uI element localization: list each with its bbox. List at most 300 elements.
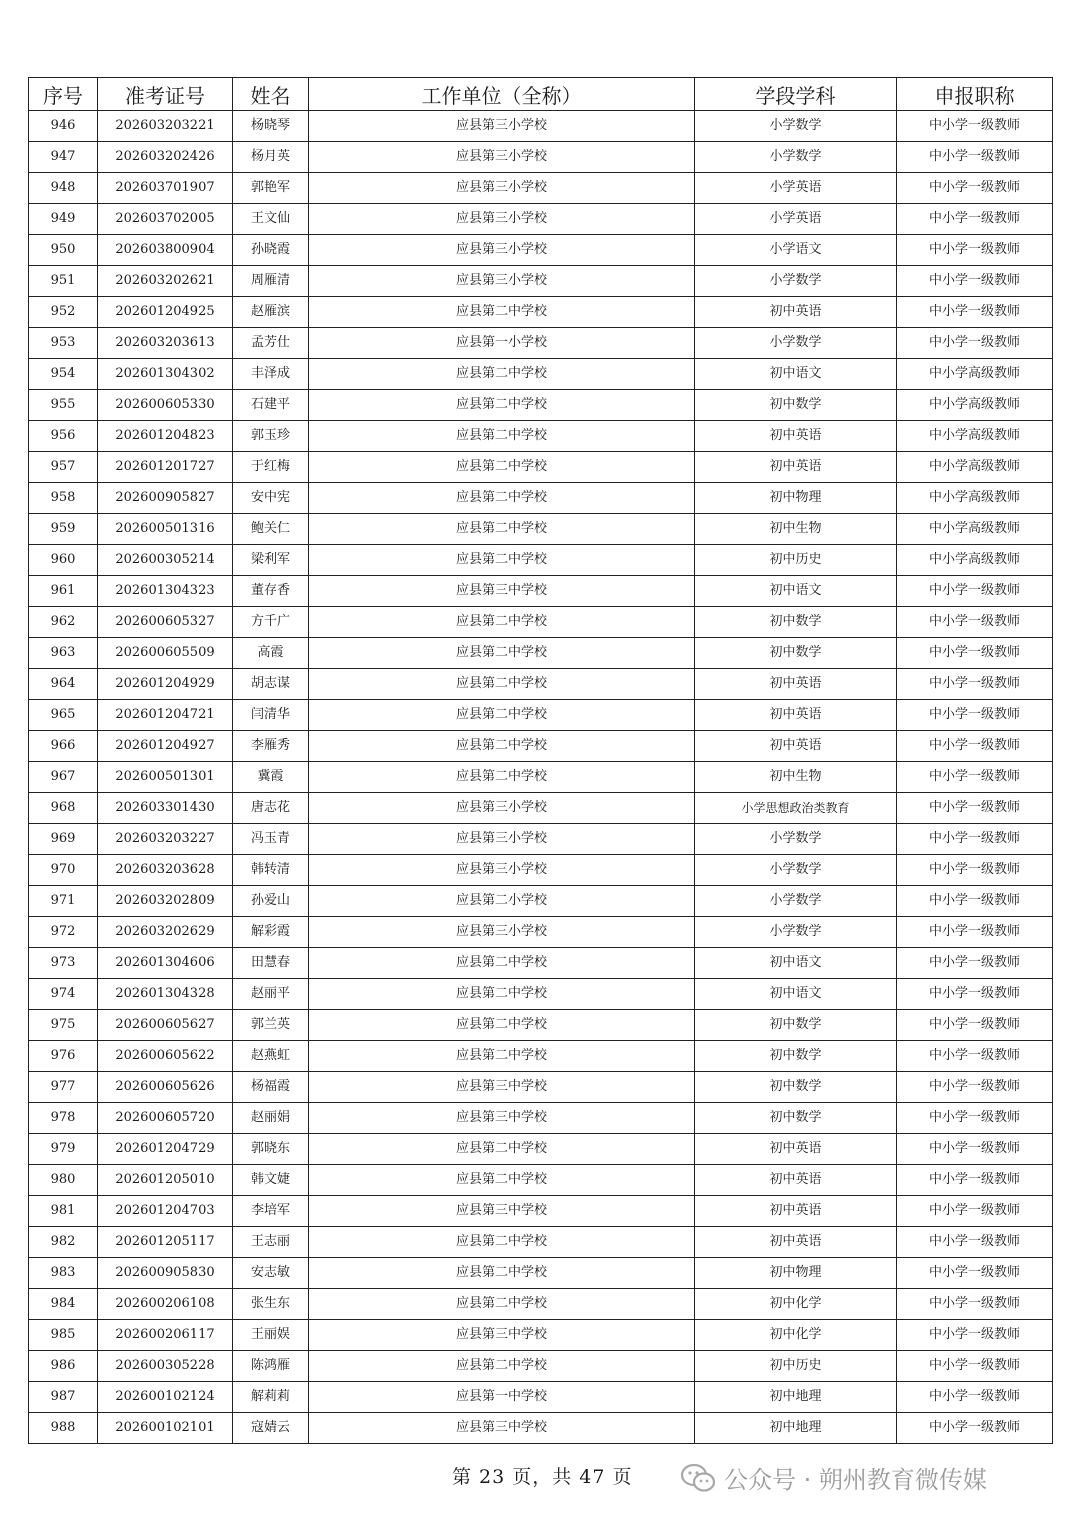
cell-ticket-number: 202601204925 xyxy=(98,297,233,328)
cell-ticket-number: 202600102101 xyxy=(98,1413,233,1444)
cell-seq: 947 xyxy=(29,142,98,173)
cell-seq: 962 xyxy=(29,607,98,638)
cell-name: 丰泽成 xyxy=(233,359,309,390)
cell-subject: 初中生物 xyxy=(695,514,897,545)
cell-seq: 948 xyxy=(29,173,98,204)
cell-title: 中小学一级教师 xyxy=(897,793,1053,824)
cell-work-unit: 应县第二中学校 xyxy=(309,1227,695,1258)
cell-subject: 初中英语 xyxy=(695,421,897,452)
cell-seq: 987 xyxy=(29,1382,98,1413)
cell-name: 李雁秀 xyxy=(233,731,309,762)
cell-title: 中小学一级教师 xyxy=(897,142,1053,173)
cell-ticket-number: 202603202426 xyxy=(98,142,233,173)
cell-seq: 949 xyxy=(29,204,98,235)
cell-ticket-number: 202600605330 xyxy=(98,390,233,421)
cell-seq: 951 xyxy=(29,266,98,297)
cell-seq: 969 xyxy=(29,824,98,855)
cell-name: 孙晓霞 xyxy=(233,235,309,266)
table-row xyxy=(29,731,1053,762)
cell-subject: 初中英语 xyxy=(695,452,897,483)
cell-work-unit: 应县第一小学校 xyxy=(309,328,695,359)
cell-title: 中小学一级教师 xyxy=(897,1041,1053,1072)
table-row xyxy=(29,824,1053,855)
cell-seq: 982 xyxy=(29,1227,98,1258)
cell-seq: 977 xyxy=(29,1072,98,1103)
cell-ticket-number: 202600206117 xyxy=(98,1320,233,1351)
wechat-icon xyxy=(680,1463,716,1493)
cell-title: 中小学一级教师 xyxy=(897,700,1053,731)
table-row xyxy=(29,1196,1053,1227)
header-name: 姓名 xyxy=(233,78,309,111)
cell-work-unit: 应县第二中学校 xyxy=(309,514,695,545)
cell-title: 中小学一级教师 xyxy=(897,1413,1053,1444)
cell-ticket-number: 202603301430 xyxy=(98,793,233,824)
cell-ticket-number: 202601304302 xyxy=(98,359,233,390)
table-row xyxy=(29,390,1053,421)
cell-title: 中小学一级教师 xyxy=(897,948,1053,979)
cell-subject: 初中化学 xyxy=(695,1289,897,1320)
cell-name: 解莉莉 xyxy=(233,1382,309,1413)
cell-subject: 初中英语 xyxy=(695,731,897,762)
cell-title: 中小学一级教师 xyxy=(897,607,1053,638)
cell-subject: 初中数学 xyxy=(695,638,897,669)
table-row xyxy=(29,1320,1053,1351)
table-row xyxy=(29,421,1053,452)
cell-work-unit: 应县第二中学校 xyxy=(309,1165,695,1196)
cell-work-unit: 应县第三中学校 xyxy=(309,1320,695,1351)
cell-work-unit: 应县第二中学校 xyxy=(309,1041,695,1072)
candidate-table xyxy=(28,77,1053,1444)
cell-name: 李培军 xyxy=(233,1196,309,1227)
cell-subject: 初中数学 xyxy=(695,390,897,421)
cell-title: 中小学一级教师 xyxy=(897,886,1053,917)
cell-work-unit: 应县第三小学校 xyxy=(309,142,695,173)
table-row xyxy=(29,1010,1053,1041)
cell-subject: 初中历史 xyxy=(695,1351,897,1382)
cell-subject: 初中英语 xyxy=(695,297,897,328)
table-row xyxy=(29,1165,1053,1196)
cell-subject: 小学英语 xyxy=(695,173,897,204)
cell-title: 中小学高级教师 xyxy=(897,545,1053,576)
cell-name: 郭兰英 xyxy=(233,1010,309,1041)
table-row xyxy=(29,545,1053,576)
cell-ticket-number: 202600305228 xyxy=(98,1351,233,1382)
cell-ticket-number: 202600905827 xyxy=(98,483,233,514)
table-row xyxy=(29,173,1053,204)
table-row xyxy=(29,700,1053,731)
cell-name: 方千广 xyxy=(233,607,309,638)
cell-title: 中小学一级教师 xyxy=(897,173,1053,204)
cell-subject: 初中英语 xyxy=(695,669,897,700)
cell-title: 中小学高级教师 xyxy=(897,483,1053,514)
cell-ticket-number: 202603203221 xyxy=(98,111,233,142)
cell-name: 周雁清 xyxy=(233,266,309,297)
cell-title: 中小学一级教师 xyxy=(897,576,1053,607)
cell-subject: 初中语文 xyxy=(695,576,897,607)
cell-work-unit: 应县第二中学校 xyxy=(309,297,695,328)
cell-ticket-number: 202600305214 xyxy=(98,545,233,576)
cell-seq: 956 xyxy=(29,421,98,452)
cell-seq: 974 xyxy=(29,979,98,1010)
cell-subject: 小学语文 xyxy=(695,235,897,266)
cell-ticket-number: 202600605626 xyxy=(98,1072,233,1103)
cell-ticket-number: 202601205117 xyxy=(98,1227,233,1258)
table-body xyxy=(29,111,1053,1444)
cell-work-unit: 应县第三小学校 xyxy=(309,266,695,297)
cell-ticket-number: 202600501316 xyxy=(98,514,233,545)
cell-subject: 小学数学 xyxy=(695,328,897,359)
table-row xyxy=(29,111,1053,142)
cell-subject: 小学数学 xyxy=(695,266,897,297)
cell-seq: 959 xyxy=(29,514,98,545)
cell-name: 郭艳军 xyxy=(233,173,309,204)
cell-name: 冀霞 xyxy=(233,762,309,793)
cell-title: 中小学一级教师 xyxy=(897,111,1053,142)
cell-name: 王志丽 xyxy=(233,1227,309,1258)
cell-name: 王丽娱 xyxy=(233,1320,309,1351)
cell-work-unit: 应县第二中学校 xyxy=(309,421,695,452)
cell-name: 赵雁滨 xyxy=(233,297,309,328)
cell-work-unit: 应县第三中学校 xyxy=(309,1103,695,1134)
table-row xyxy=(29,576,1053,607)
cell-work-unit: 应县第二中学校 xyxy=(309,762,695,793)
cell-seq: 971 xyxy=(29,886,98,917)
cell-seq: 952 xyxy=(29,297,98,328)
cell-work-unit: 应县第二中学校 xyxy=(309,607,695,638)
table-row xyxy=(29,266,1053,297)
cell-work-unit: 应县第三中学校 xyxy=(309,576,695,607)
cell-name: 王文仙 xyxy=(233,204,309,235)
cell-subject: 小学数学 xyxy=(695,111,897,142)
table-row xyxy=(29,483,1053,514)
cell-seq: 958 xyxy=(29,483,98,514)
cell-ticket-number: 202600605509 xyxy=(98,638,233,669)
cell-subject: 小学数学 xyxy=(695,824,897,855)
cell-subject: 初中物理 xyxy=(695,483,897,514)
cell-ticket-number: 202601204929 xyxy=(98,669,233,700)
cell-ticket-number: 202603202621 xyxy=(98,266,233,297)
cell-seq: 973 xyxy=(29,948,98,979)
table-row xyxy=(29,1041,1053,1072)
header-ticket-number: 准考证号 xyxy=(98,78,233,111)
cell-work-unit: 应县第二中学校 xyxy=(309,669,695,700)
cell-ticket-number: 202601204703 xyxy=(98,1196,233,1227)
cell-name: 杨福霞 xyxy=(233,1072,309,1103)
cell-work-unit: 应县第三小学校 xyxy=(309,917,695,948)
cell-name: 韩转清 xyxy=(233,855,309,886)
cell-subject: 初中数学 xyxy=(695,1072,897,1103)
cell-name: 寇婧云 xyxy=(233,1413,309,1444)
cell-seq: 975 xyxy=(29,1010,98,1041)
cell-subject: 初中英语 xyxy=(695,700,897,731)
cell-work-unit: 应县第二中学校 xyxy=(309,1289,695,1320)
cell-work-unit: 应县第二中学校 xyxy=(309,1258,695,1289)
cell-title: 中小学一级教师 xyxy=(897,1351,1053,1382)
cell-work-unit: 应县第三小学校 xyxy=(309,235,695,266)
cell-ticket-number: 202600102124 xyxy=(98,1382,233,1413)
cell-name: 梁利军 xyxy=(233,545,309,576)
cell-title: 中小学一级教师 xyxy=(897,1010,1053,1041)
cell-title: 中小学一级教师 xyxy=(897,1289,1053,1320)
cell-title: 中小学一级教师 xyxy=(897,855,1053,886)
cell-work-unit: 应县第二中学校 xyxy=(309,979,695,1010)
table-row xyxy=(29,204,1053,235)
cell-title: 中小学一级教师 xyxy=(897,1103,1053,1134)
table-row xyxy=(29,1227,1053,1258)
table-row xyxy=(29,297,1053,328)
cell-title: 中小学高级教师 xyxy=(897,452,1053,483)
cell-title: 中小学一级教师 xyxy=(897,917,1053,948)
cell-work-unit: 应县第二中学校 xyxy=(309,452,695,483)
cell-name: 赵丽娟 xyxy=(233,1103,309,1134)
cell-work-unit: 应县第三小学校 xyxy=(309,855,695,886)
cell-seq: 980 xyxy=(29,1165,98,1196)
table-row xyxy=(29,762,1053,793)
cell-title: 中小学高级教师 xyxy=(897,421,1053,452)
cell-name: 孙爱山 xyxy=(233,886,309,917)
cell-subject: 初中英语 xyxy=(695,1134,897,1165)
table-row xyxy=(29,1258,1053,1289)
cell-ticket-number: 202601304606 xyxy=(98,948,233,979)
cell-seq: 970 xyxy=(29,855,98,886)
cell-subject: 初中物理 xyxy=(695,1258,897,1289)
table-row xyxy=(29,638,1053,669)
cell-ticket-number: 202600605627 xyxy=(98,1010,233,1041)
cell-seq: 966 xyxy=(29,731,98,762)
cell-seq: 954 xyxy=(29,359,98,390)
cell-ticket-number: 202600501301 xyxy=(98,762,233,793)
cell-seq: 978 xyxy=(29,1103,98,1134)
cell-title: 中小学一级教师 xyxy=(897,1134,1053,1165)
cell-name: 董存香 xyxy=(233,576,309,607)
cell-subject: 初中化学 xyxy=(695,1320,897,1351)
table-row xyxy=(29,235,1053,266)
cell-work-unit: 应县第三小学校 xyxy=(309,824,695,855)
table-row xyxy=(29,514,1053,545)
cell-title: 中小学一级教师 xyxy=(897,731,1053,762)
cell-ticket-number: 202601204729 xyxy=(98,1134,233,1165)
cell-work-unit: 应县第三中学校 xyxy=(309,1413,695,1444)
cell-title: 中小学一级教师 xyxy=(897,328,1053,359)
cell-subject: 初中语文 xyxy=(695,948,897,979)
cell-seq: 957 xyxy=(29,452,98,483)
cell-name: 高霞 xyxy=(233,638,309,669)
cell-subject: 初中数学 xyxy=(695,1010,897,1041)
cell-name: 田慧春 xyxy=(233,948,309,979)
cell-subject: 初中英语 xyxy=(695,1196,897,1227)
cell-title: 中小学一级教师 xyxy=(897,1227,1053,1258)
cell-title: 中小学一级教师 xyxy=(897,762,1053,793)
table-row xyxy=(29,886,1053,917)
table-row xyxy=(29,1103,1053,1134)
cell-seq: 979 xyxy=(29,1134,98,1165)
cell-seq: 968 xyxy=(29,793,98,824)
table-row xyxy=(29,979,1053,1010)
page-number: 第 23 页，共 47 页 xyxy=(452,1466,633,1488)
table-row xyxy=(29,607,1053,638)
cell-work-unit: 应县第二中学校 xyxy=(309,948,695,979)
cell-title: 中小学一级教师 xyxy=(897,638,1053,669)
cell-seq: 972 xyxy=(29,917,98,948)
cell-seq: 960 xyxy=(29,545,98,576)
cell-subject: 初中数学 xyxy=(695,1041,897,1072)
cell-work-unit: 应县第二中学校 xyxy=(309,1010,695,1041)
cell-title: 中小学一级教师 xyxy=(897,1320,1053,1351)
cell-seq: 981 xyxy=(29,1196,98,1227)
cell-title: 中小学一级教师 xyxy=(897,204,1053,235)
cell-subject: 初中地理 xyxy=(695,1382,897,1413)
cell-name: 孟芳仕 xyxy=(233,328,309,359)
cell-title: 中小学一级教师 xyxy=(897,1072,1053,1103)
cell-subject: 初中地理 xyxy=(695,1413,897,1444)
cell-name: 解彩霞 xyxy=(233,917,309,948)
cell-work-unit: 应县第二中学校 xyxy=(309,638,695,669)
cell-seq: 963 xyxy=(29,638,98,669)
cell-seq: 988 xyxy=(29,1413,98,1444)
cell-seq: 967 xyxy=(29,762,98,793)
cell-subject: 初中数学 xyxy=(695,607,897,638)
watermark-text: 公众号 · 朔州教育微传媒 xyxy=(724,1466,987,1494)
cell-work-unit: 应县第二中学校 xyxy=(309,731,695,762)
cell-work-unit: 应县第三中学校 xyxy=(309,1072,695,1103)
cell-title: 中小学一级教师 xyxy=(897,824,1053,855)
cell-seq: 946 xyxy=(29,111,98,142)
cell-subject: 初中语文 xyxy=(695,359,897,390)
table-row xyxy=(29,1289,1053,1320)
cell-seq: 950 xyxy=(29,235,98,266)
table-row xyxy=(29,917,1053,948)
cell-work-unit: 应县第三小学校 xyxy=(309,111,695,142)
cell-subject: 初中历史 xyxy=(695,545,897,576)
cell-name: 赵丽平 xyxy=(233,979,309,1010)
cell-ticket-number: 202601205010 xyxy=(98,1165,233,1196)
cell-seq: 953 xyxy=(29,328,98,359)
table-row xyxy=(29,328,1053,359)
table-row xyxy=(29,142,1053,173)
header-title: 申报职称 xyxy=(897,78,1053,111)
cell-title: 中小学一级教师 xyxy=(897,1382,1053,1413)
table-row xyxy=(29,1134,1053,1165)
cell-ticket-number: 202601201727 xyxy=(98,452,233,483)
table-header-row xyxy=(29,78,1053,111)
cell-name: 郭玉珍 xyxy=(233,421,309,452)
cell-subject: 初中语文 xyxy=(695,979,897,1010)
cell-work-unit: 应县第三小学校 xyxy=(309,173,695,204)
cell-work-unit: 应县第二中学校 xyxy=(309,1134,695,1165)
cell-name: 郭晓东 xyxy=(233,1134,309,1165)
cell-ticket-number: 202603701907 xyxy=(98,173,233,204)
cell-title: 中小学一级教师 xyxy=(897,669,1053,700)
table-row xyxy=(29,452,1053,483)
cell-work-unit: 应县第三小学校 xyxy=(309,204,695,235)
cell-name: 胡志谋 xyxy=(233,669,309,700)
cell-ticket-number: 202603202809 xyxy=(98,886,233,917)
table-row xyxy=(29,948,1053,979)
cell-ticket-number: 202600605720 xyxy=(98,1103,233,1134)
cell-subject: 小学数学 xyxy=(695,855,897,886)
cell-ticket-number: 202601304328 xyxy=(98,979,233,1010)
cell-ticket-number: 202603202629 xyxy=(98,917,233,948)
table-row xyxy=(29,1351,1053,1382)
table-row xyxy=(29,855,1053,886)
cell-subject: 初中数学 xyxy=(695,1103,897,1134)
table-row xyxy=(29,1382,1053,1413)
cell-work-unit: 应县第二中学校 xyxy=(309,359,695,390)
cell-seq: 961 xyxy=(29,576,98,607)
cell-subject: 小学数学 xyxy=(695,917,897,948)
cell-name: 唐志花 xyxy=(233,793,309,824)
cell-title: 中小学一级教师 xyxy=(897,235,1053,266)
cell-work-unit: 应县第二中学校 xyxy=(309,545,695,576)
cell-name: 杨月英 xyxy=(233,142,309,173)
cell-ticket-number: 202600605327 xyxy=(98,607,233,638)
cell-name: 赵燕虹 xyxy=(233,1041,309,1072)
cell-title: 中小学一级教师 xyxy=(897,297,1053,328)
cell-ticket-number: 202603203613 xyxy=(98,328,233,359)
cell-title: 中小学高级教师 xyxy=(897,359,1053,390)
cell-seq: 976 xyxy=(29,1041,98,1072)
cell-name: 石建平 xyxy=(233,390,309,421)
cell-seq: 986 xyxy=(29,1351,98,1382)
cell-name: 杨晓琴 xyxy=(233,111,309,142)
cell-subject: 小学思想政治类教育 xyxy=(695,793,897,824)
cell-title: 中小学一级教师 xyxy=(897,1196,1053,1227)
cell-work-unit: 应县第二小学校 xyxy=(309,886,695,917)
cell-ticket-number: 202600605622 xyxy=(98,1041,233,1072)
cell-name: 闫清华 xyxy=(233,700,309,731)
cell-title: 中小学高级教师 xyxy=(897,390,1053,421)
cell-title: 中小学高级教师 xyxy=(897,514,1053,545)
cell-seq: 983 xyxy=(29,1258,98,1289)
cell-name: 安中宪 xyxy=(233,483,309,514)
cell-subject: 小学英语 xyxy=(695,204,897,235)
cell-ticket-number: 202603203628 xyxy=(98,855,233,886)
cell-ticket-number: 202603203227 xyxy=(98,824,233,855)
table-row xyxy=(29,1072,1053,1103)
table-row xyxy=(29,669,1053,700)
cell-seq: 964 xyxy=(29,669,98,700)
cell-subject: 小学数学 xyxy=(695,886,897,917)
table-row xyxy=(29,1413,1053,1444)
header-subject: 学段学科 xyxy=(695,78,897,111)
cell-work-unit: 应县第一中学校 xyxy=(309,1382,695,1413)
cell-name: 安志敏 xyxy=(233,1258,309,1289)
cell-title: 中小学一级教师 xyxy=(897,979,1053,1010)
cell-work-unit: 应县第三小学校 xyxy=(309,793,695,824)
watermark xyxy=(680,1460,987,1495)
cell-name: 于红梅 xyxy=(233,452,309,483)
cell-ticket-number: 202603800904 xyxy=(98,235,233,266)
cell-name: 陈鸿雁 xyxy=(233,1351,309,1382)
cell-seq: 985 xyxy=(29,1320,98,1351)
cell-name: 韩文婕 xyxy=(233,1165,309,1196)
cell-ticket-number: 202601204823 xyxy=(98,421,233,452)
cell-name: 鲍关仁 xyxy=(233,514,309,545)
cell-name: 冯玉青 xyxy=(233,824,309,855)
cell-subject: 初中生物 xyxy=(695,762,897,793)
cell-ticket-number: 202600206108 xyxy=(98,1289,233,1320)
page-footer xyxy=(0,1460,1080,1494)
cell-work-unit: 应县第二中学校 xyxy=(309,1351,695,1382)
cell-seq: 984 xyxy=(29,1289,98,1320)
header-seq: 序号 xyxy=(29,78,98,111)
table-row xyxy=(29,359,1053,390)
cell-ticket-number: 202601204721 xyxy=(98,700,233,731)
cell-subject: 初中英语 xyxy=(695,1165,897,1196)
cell-title: 中小学一级教师 xyxy=(897,266,1053,297)
cell-subject: 初中英语 xyxy=(695,1227,897,1258)
cell-ticket-number: 202600905830 xyxy=(98,1258,233,1289)
